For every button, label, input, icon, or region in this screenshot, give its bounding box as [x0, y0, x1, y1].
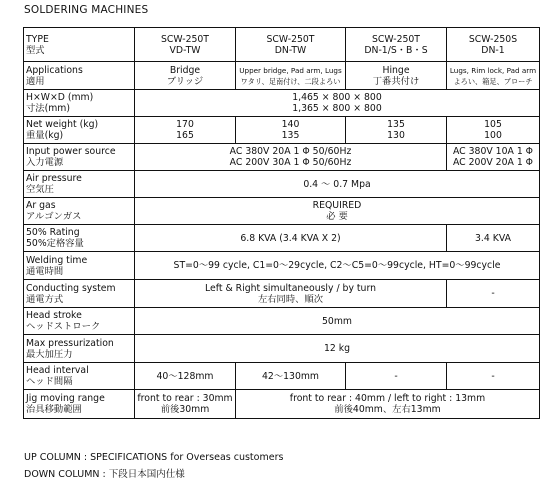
row-label-rating: 50% Rating 50%定格容量	[24, 225, 135, 252]
net-weight-value-2: 140 135	[236, 117, 346, 144]
conducting-value-main: Left & Right simultaneously / by turn 左右同時、順次	[135, 280, 447, 308]
table-row	[24, 363, 540, 390]
net-weight-value-4: 105 100	[447, 117, 540, 144]
applications-value-2: Upper bridge, Pad arm, Lugs ワタリ、足南付け、二段よろい	[236, 62, 346, 90]
row-label-welding-time: Welding time 通電時間	[24, 252, 135, 280]
model-header-4: SCW-250S DN-1	[447, 28, 540, 62]
row-label-head-stroke: Head stroke ヘッドストローク	[24, 308, 135, 335]
model-header-2: SCW-250T DN-TW	[236, 28, 346, 62]
footer-down-column-note: DOWN COLUMN : 下段日本国内仕様	[24, 469, 185, 480]
jig-moving-value-1: front to rear : 30mm 前後30mm	[135, 390, 236, 419]
table-row	[24, 390, 540, 419]
row-label-jig-moving: Jig moving range 治具移動範囲	[24, 390, 135, 419]
row-label-dimensions: H×W×D (mm) 寸法(mm)	[24, 90, 135, 117]
head-interval-value-3: -	[346, 363, 447, 390]
row-label-max-pressurization: Max pressurization 最大加圧力	[24, 335, 135, 363]
welding-time-value: ST=0〜99 cycle, C1=0〜29cycle, C2〜C5=0〜99cycle, HT=0〜99cycle	[135, 252, 540, 280]
table-row	[24, 335, 540, 363]
dimensions-value: 1,465 × 800 × 800 1,365 × 800 × 800	[135, 90, 540, 117]
head-interval-value-2: 42〜130mm	[236, 363, 346, 390]
head-interval-value-1: 40〜128mm	[135, 363, 236, 390]
spec-table	[23, 27, 540, 419]
table-row	[24, 280, 540, 308]
table-row	[24, 225, 540, 252]
max-pressurization-value: 12 kg	[135, 335, 540, 363]
rating-value-4: 3.4 KVA	[447, 225, 540, 252]
table-row	[24, 252, 540, 280]
page-title: SOLDERING MACHINES	[24, 4, 149, 16]
table-row	[24, 171, 540, 198]
table-row	[24, 117, 540, 144]
table-row	[24, 144, 540, 171]
row-label-conducting: Conducting system 通電方式	[24, 280, 135, 308]
row-label-net-weight: Net weight (kg) 重量(kg)	[24, 117, 135, 144]
row-label-applications: Applications 適用	[24, 62, 135, 90]
row-label-input-power: Input power source 入力電源	[24, 144, 135, 171]
applications-value-1: Bridge ブリッジ	[135, 62, 236, 90]
model-header-3: SCW-250T DN-1/S・B・S	[346, 28, 447, 62]
row-label-type: TYPE 型式	[24, 28, 135, 62]
applications-value-3: Hinge 丁番共付け	[346, 62, 447, 90]
conducting-value-4: -	[447, 280, 540, 308]
table-row	[24, 62, 540, 90]
net-weight-value-3: 135 130	[346, 117, 447, 144]
net-weight-value-1: 170 165	[135, 117, 236, 144]
input-power-value-4: AC 380V 10A 1 Φ AC 200V 20A 1 Φ	[447, 144, 540, 171]
model-header-1: SCW-250T VD-TW	[135, 28, 236, 62]
head-stroke-value: 50mm	[135, 308, 540, 335]
footer-up-column-note: UP COLUMN : SPECIFICATIONS for Overseas customers	[24, 452, 284, 463]
table-row	[24, 308, 540, 335]
row-label-air-pressure: Air pressure 空気圧	[24, 171, 135, 198]
row-label-ar-gas: Ar gas アルゴンガス	[24, 198, 135, 225]
air-pressure-value: 0.4 〜 0.7 Mpa	[135, 171, 540, 198]
row-label-head-interval: Head interval ヘッド間隔	[24, 363, 135, 390]
applications-value-4: Lugs, Rim lock, Pad arm よろい、箱足、ブローチ	[447, 62, 540, 90]
table-row	[24, 28, 540, 62]
jig-moving-value-main: front to rear : 40mm / left to right : 13mm 前後40mm、左右13mm	[236, 390, 540, 419]
ar-gas-value: REQUIRED 必 要	[135, 198, 540, 225]
head-interval-value-4: -	[447, 363, 540, 390]
table-row	[24, 90, 540, 117]
table-row	[24, 198, 540, 225]
input-power-value-main: AC 380V 20A 1 Φ 50/60Hz AC 200V 30A 1 Φ 50/60Hz	[135, 144, 447, 171]
rating-value-main: 6.8 KVA (3.4 KVA X 2)	[135, 225, 447, 252]
